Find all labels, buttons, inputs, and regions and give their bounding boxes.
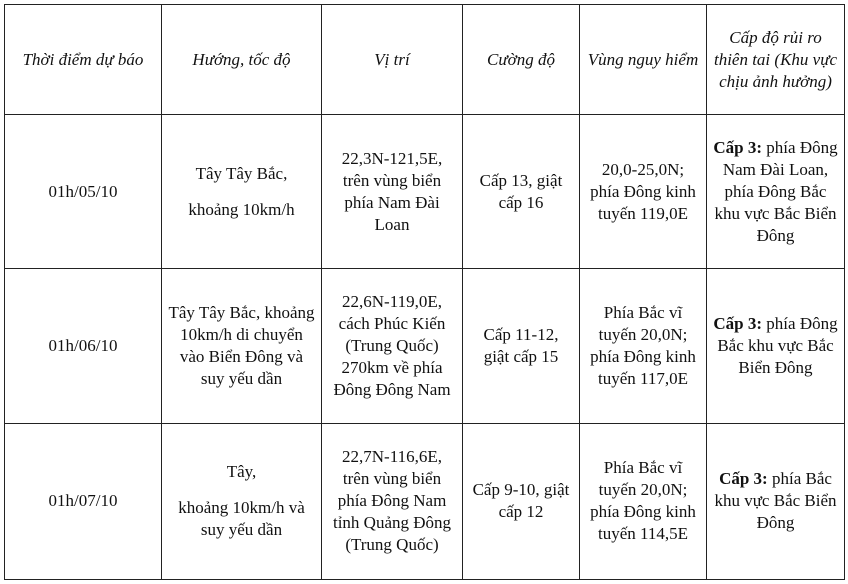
- header-intensity: Cường độ: [463, 5, 580, 115]
- risk-area-text: phía Đông Bắc khu vực Bắc Biển Đông: [717, 314, 838, 378]
- cell-danger-zone: Phía Bắc vĩ tuyến 20,0N; phía Đông kinh tuyến 114,5E: [580, 423, 707, 579]
- direction-text: Tây,: [226, 462, 257, 482]
- cell-risk-level: [707, 115, 845, 269]
- risk-area-text: phía Đông Nam Đài Loan, phía Đông Bắc khu vực Bắc Biển Đông: [714, 137, 838, 245]
- cell-position: 22,6N-119,0E, cách Phúc Kiến (Trung Quốc) 270km về phía Đông Đông Nam: [322, 269, 463, 423]
- header-direction-speed: Hướng, tốc độ: [162, 5, 322, 115]
- header-risk-level: Cấp độ rủi ro thiên tai (Khu vực chịu ảnh hưởng): [707, 5, 845, 115]
- header-time: Thời điểm dự báo: [5, 5, 162, 115]
- risk-area-text: phía Bắc khu vực Bắc Biển Đông: [714, 469, 837, 533]
- cell-position: 22,3N-121,5E, trên vùng biển phía Nam Đài Loan: [322, 115, 463, 269]
- cell-risk-level: [707, 269, 845, 423]
- direction-text: Tây Tây Bắc,: [195, 163, 288, 183]
- forecast-table: [4, 4, 845, 580]
- cell-position: 22,7N-116,6E, trên vùng biển phía Đông Nam tỉnh Quảng Đông (Trung Quốc): [322, 423, 463, 579]
- speed-text: khoảng 10km/h và suy yếu dần: [178, 498, 305, 540]
- cell-time: 01h/07/10: [5, 423, 162, 579]
- cell-direction-speed: Tây Tây Bắc, khoảng 10km/h di chuyển vào Biển Đông và suy yếu dần: [162, 269, 322, 423]
- risk-level-label: Cấp 3:: [719, 469, 768, 489]
- cell-time: 01h/06/10: [5, 269, 162, 423]
- line-gap: [168, 483, 315, 497]
- risk-level-label: Cấp 3:: [713, 314, 763, 334]
- cell-intensity: Cấp 13, giật cấp 16: [463, 115, 580, 269]
- line-gap: [168, 185, 315, 199]
- cell-risk-level: [707, 423, 845, 579]
- cell-direction-speed: [162, 423, 322, 579]
- risk-level-label: Cấp 3:: [713, 137, 763, 157]
- table-row: [5, 115, 845, 269]
- table-row: [5, 423, 845, 579]
- header-row: [5, 5, 845, 115]
- header-danger-zone: Vùng nguy hiểm: [580, 5, 707, 115]
- cell-intensity: Cấp 11-12, giật cấp 15: [463, 269, 580, 423]
- cell-danger-zone: Phía Bắc vĩ tuyến 20,0N; phía Đông kinh tuyến 117,0E: [580, 269, 707, 423]
- cell-time: 01h/05/10: [5, 115, 162, 269]
- header-position: Vị trí: [322, 5, 463, 115]
- cell-direction-speed: [162, 115, 322, 269]
- cell-intensity: Cấp 9-10, giật cấp 12: [463, 423, 580, 579]
- speed-text: khoảng 10km/h: [188, 199, 295, 219]
- table-row: [5, 269, 845, 423]
- cell-danger-zone: 20,0-25,0N; phía Đông kinh tuyến 119,0E: [580, 115, 707, 269]
